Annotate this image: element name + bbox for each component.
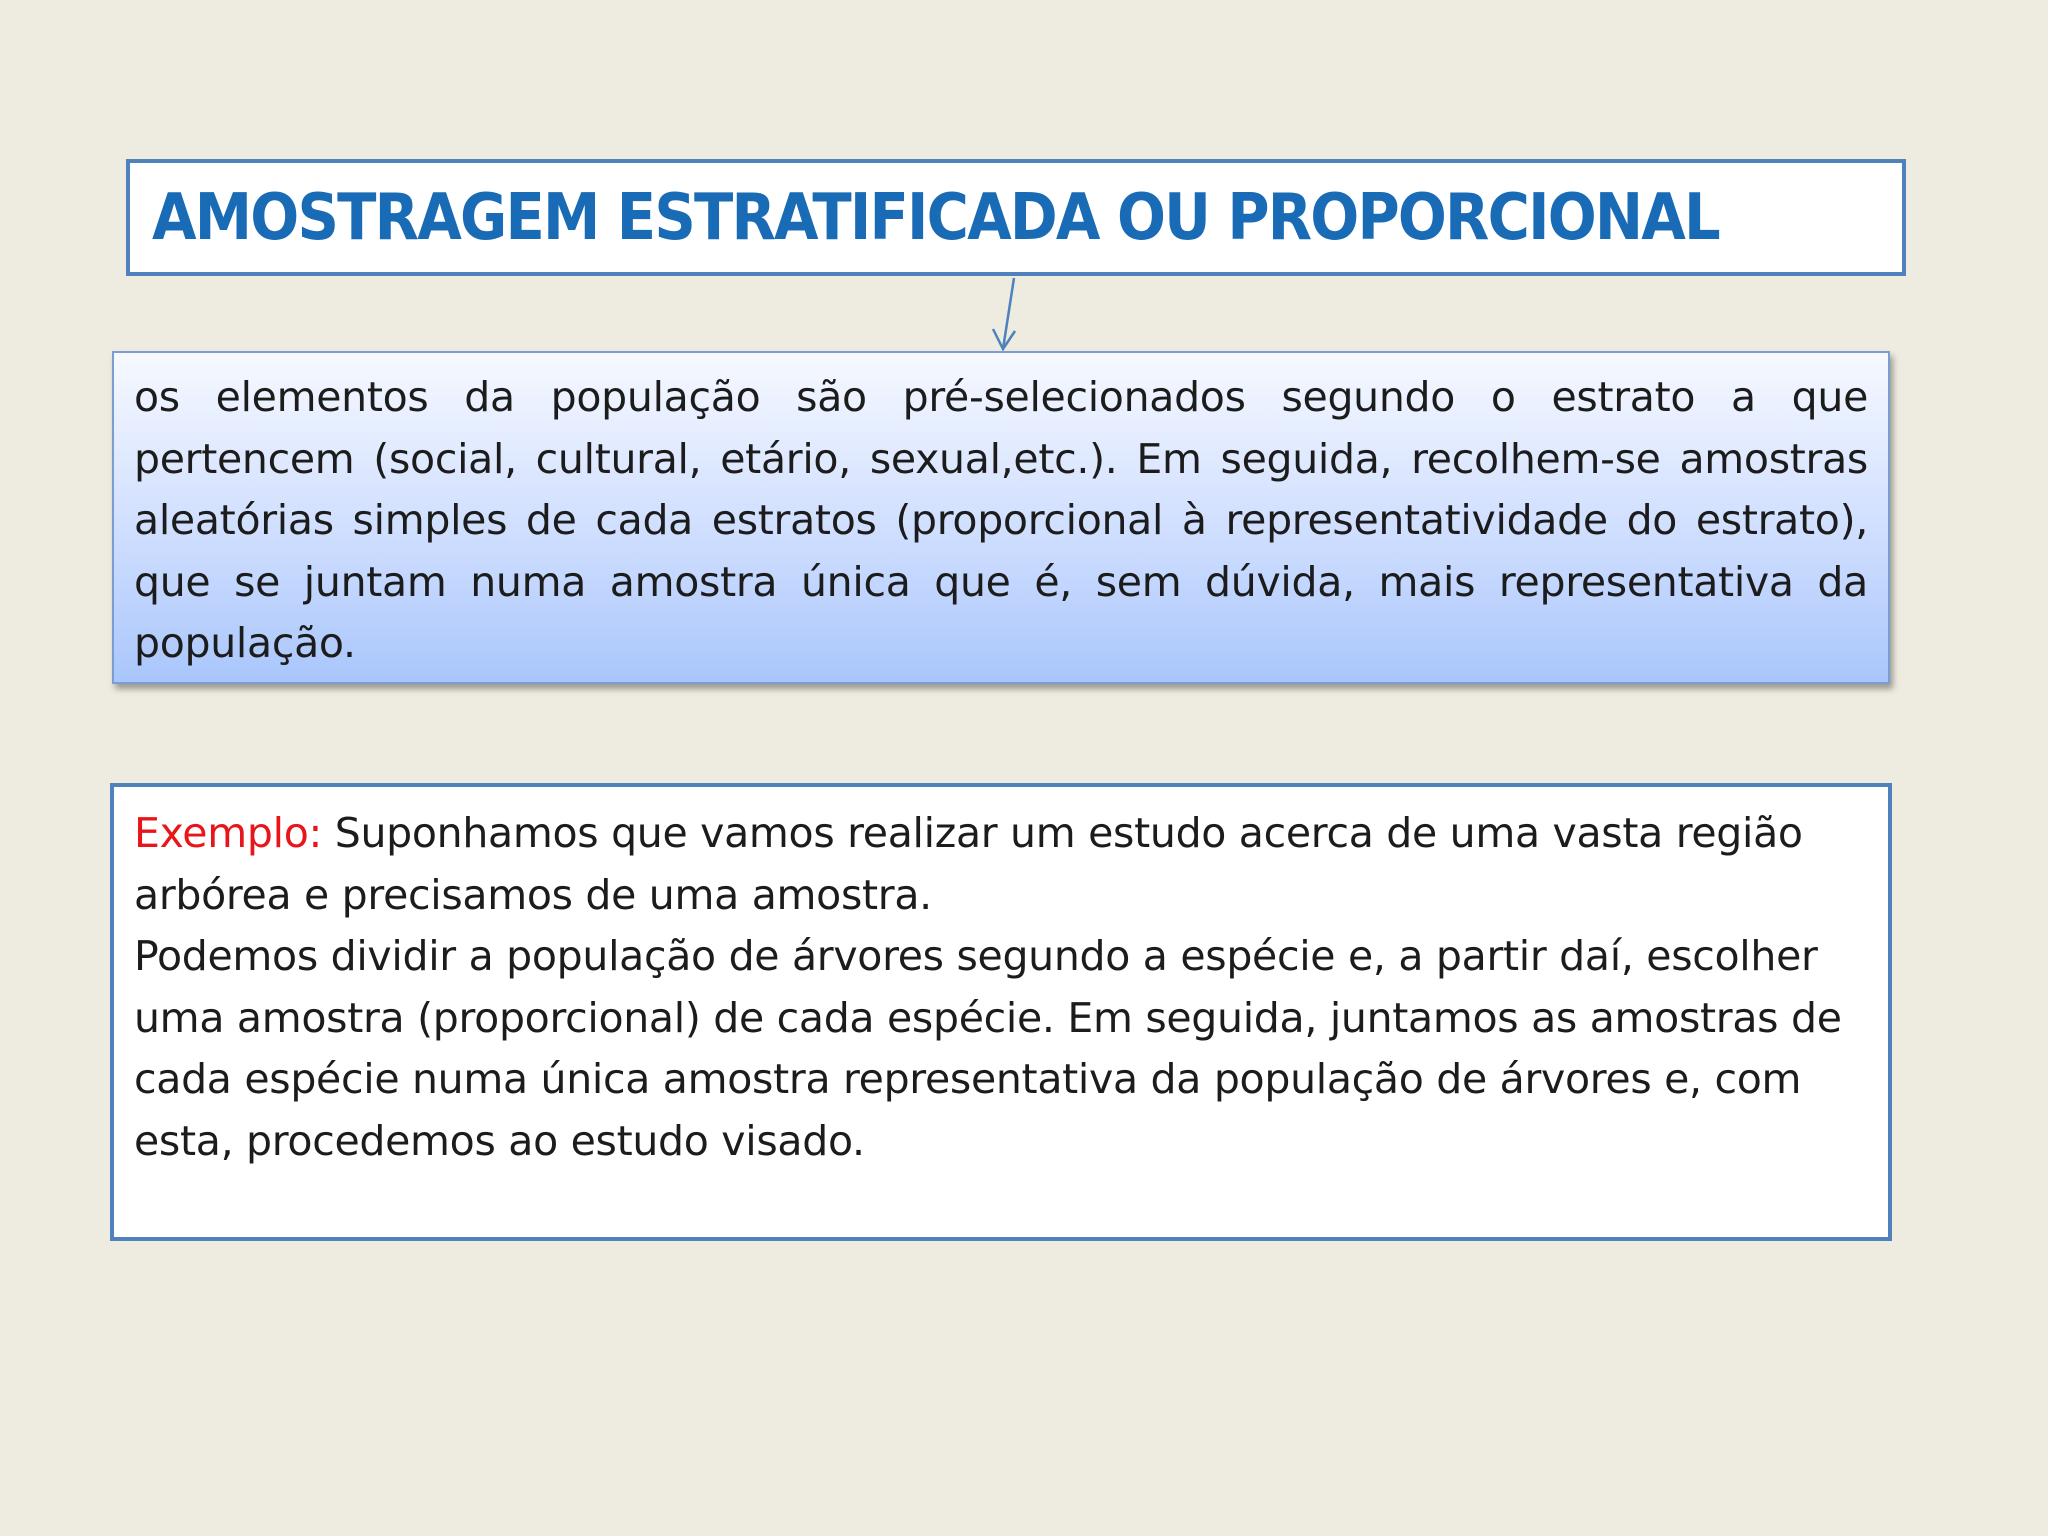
slide-title: AMOSTRAGEM ESTRATIFICADA OU PROPORCIONAL: [152, 180, 1719, 255]
example-box: [110, 783, 1892, 1241]
definition-box: [112, 351, 1890, 684]
example-paragraph-1: [134, 803, 1868, 926]
title-box: [126, 159, 1906, 276]
example-line-1: Suponhamos que vamos realizar um estudo acerca de uma vasta região arbórea e precisamos de uma amostra.: [134, 809, 1803, 919]
connector-line: [1003, 278, 1014, 349]
example-paragraph-2: Podemos dividir a população de árvores segundo a espécie e, a partir daí, escolher uma amostra (proporcional) de cada espécie. Em seguida, juntamos as amostras de cada espécie numa única amostra representativa da população de árvores e, com esta, procedemos ao estudo visado.: [134, 932, 1842, 1165]
example-label: Exemplo:: [134, 809, 322, 857]
definition-text: os elementos da população são pré-selecionados segundo o estrato a que pertencem (social, cultural, etário, sexual,etc.). Em seguida, recolhem-se amostras aleatórias simples de cada estratos (proporcional à representatividade do estrato), que se juntam numa amostra única que é, sem dúvida, mais representativa da população.: [134, 373, 1868, 667]
arrow-head-icon: [993, 329, 1015, 349]
